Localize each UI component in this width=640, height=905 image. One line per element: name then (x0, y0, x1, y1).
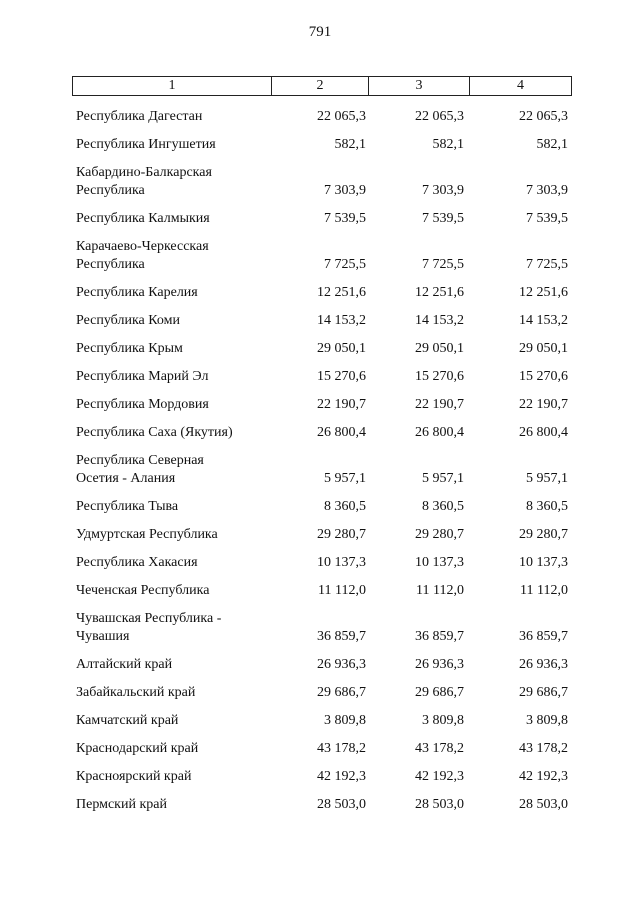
value-col-4: 36 859,7 (519, 629, 568, 644)
table-row (72, 762, 572, 790)
value-col-4: 15 270,6 (519, 369, 568, 384)
value-col-3: 15 270,6 (415, 369, 464, 384)
region-name (72, 796, 272, 818)
region-name-line: Чувашия (76, 629, 130, 644)
value-col-2: 26 800,4 (317, 425, 366, 440)
region-name (72, 210, 272, 232)
header-col-1: 1 (73, 77, 272, 95)
table-row (72, 158, 572, 204)
region-name-line: Республика Северная (76, 453, 204, 468)
table-body (72, 102, 572, 818)
region-name (72, 768, 272, 790)
value-col-2: 43 178,2 (317, 741, 366, 756)
region-name (72, 340, 272, 362)
table-row (72, 548, 572, 576)
region-name (72, 554, 272, 576)
table-row (72, 334, 572, 362)
table-row (72, 734, 572, 762)
value-col-3: 43 178,2 (415, 741, 464, 756)
value-col-3: 26 800,4 (415, 425, 464, 440)
region-name (72, 108, 272, 130)
region-name (72, 526, 272, 548)
region-name (72, 610, 272, 650)
value-col-4: 29 686,7 (519, 685, 568, 700)
region-name (72, 498, 272, 520)
value-col-2: 11 112,0 (318, 583, 366, 598)
header-col-4: 4 (517, 78, 524, 93)
value-col-4: 11 112,0 (520, 583, 568, 598)
value-col-4: 43 178,2 (519, 741, 568, 756)
region-name (72, 238, 272, 278)
value-col-4: 29 050,1 (519, 341, 568, 356)
table-row (72, 278, 572, 306)
value-col-4: 22 190,7 (519, 397, 568, 412)
region-name (72, 136, 272, 158)
region-name-line: Чеченская Республика (76, 583, 210, 598)
value-col-4: 10 137,3 (519, 555, 568, 570)
region-name (72, 582, 272, 604)
region-name-line: Забайкальский край (76, 685, 196, 700)
value-col-4: 3 809,8 (526, 713, 568, 728)
value-col-3: 42 192,3 (415, 769, 464, 784)
region-name-line: Республика (76, 183, 145, 198)
table-row (72, 362, 572, 390)
region-name (72, 164, 272, 204)
table-row (72, 492, 572, 520)
region-name (72, 712, 272, 734)
value-col-4: 14 153,2 (519, 313, 568, 328)
value-col-3: 10 137,3 (415, 555, 464, 570)
region-name (72, 312, 272, 334)
value-col-2: 14 153,2 (317, 313, 366, 328)
table-row (72, 650, 572, 678)
table-row (72, 232, 572, 278)
table-row (72, 678, 572, 706)
region-name (72, 284, 272, 306)
value-col-4: 5 957,1 (526, 471, 568, 486)
region-name-line: Республика Карелия (76, 285, 198, 300)
table-row (72, 706, 572, 734)
value-col-2: 26 936,3 (317, 657, 366, 672)
region-name (72, 396, 272, 418)
value-col-4: 22 065,3 (519, 109, 568, 124)
region-name-line: Республика Ингушетия (76, 137, 216, 152)
region-name-line: Республика Коми (76, 313, 180, 328)
value-col-2: 3 809,8 (324, 713, 366, 728)
value-col-3: 582,1 (432, 137, 464, 152)
value-col-3: 22 190,7 (415, 397, 464, 412)
table-row (72, 306, 572, 334)
table-header (72, 76, 572, 96)
region-name-line: Пермский край (76, 797, 167, 812)
value-col-2: 7 539,5 (324, 211, 366, 226)
value-col-3: 11 112,0 (416, 583, 464, 598)
region-name-line: Кабардино-Балкарская (76, 165, 212, 180)
value-col-4: 8 360,5 (526, 499, 568, 514)
table-row (72, 604, 572, 650)
value-col-2: 12 251,6 (317, 285, 366, 300)
region-name-line: Чувашская Республика - (76, 611, 222, 626)
region-name-line: Карачаево-Черкесская (76, 239, 209, 254)
value-col-3: 29 050,1 (415, 341, 464, 356)
value-col-2: 22 065,3 (317, 109, 366, 124)
value-col-4: 582,1 (536, 137, 568, 152)
value-col-3: 22 065,3 (415, 109, 464, 124)
table-row (72, 446, 572, 492)
value-col-2: 7 725,5 (324, 257, 366, 272)
value-col-2: 29 050,1 (317, 341, 366, 356)
value-col-3: 7 725,5 (422, 257, 464, 272)
value-col-4: 29 280,7 (519, 527, 568, 542)
value-col-4: 26 936,3 (519, 657, 568, 672)
value-col-3: 36 859,7 (415, 629, 464, 644)
region-name-line: Республика Тыва (76, 499, 179, 514)
value-col-4: 28 503,0 (519, 797, 568, 812)
value-col-2: 29 280,7 (317, 527, 366, 542)
value-col-2: 582,1 (334, 137, 366, 152)
value-col-3: 29 686,7 (415, 685, 464, 700)
table-row (72, 418, 572, 446)
region-name-line: Удмуртская Республика (76, 527, 218, 542)
value-col-2: 22 190,7 (317, 397, 366, 412)
value-col-2: 42 192,3 (317, 769, 366, 784)
value-col-3: 3 809,8 (422, 713, 464, 728)
value-col-4: 7 725,5 (526, 257, 568, 272)
region-name-line: Республика Крым (76, 341, 183, 356)
region-name-line: Красноярский край (76, 769, 192, 784)
value-col-3: 12 251,6 (415, 285, 464, 300)
value-col-2: 36 859,7 (317, 629, 366, 644)
table-row (72, 130, 572, 158)
region-name-line: Краснодарский край (76, 741, 199, 756)
table-row (72, 204, 572, 232)
value-col-4: 26 800,4 (519, 425, 568, 440)
region-name (72, 424, 272, 446)
value-col-3: 5 957,1 (422, 471, 464, 486)
value-col-4: 7 539,5 (526, 211, 568, 226)
value-col-2: 10 137,3 (317, 555, 366, 570)
value-col-4: 42 192,3 (519, 769, 568, 784)
region-name-line: Республика (76, 257, 145, 272)
region-name-line: Алтайский край (76, 657, 173, 672)
region-name (72, 368, 272, 390)
value-col-3: 26 936,3 (415, 657, 464, 672)
table-row (72, 790, 572, 818)
region-name-line: Осетия - Алания (76, 471, 176, 486)
region-name-line: Республика Хакасия (76, 555, 198, 570)
region-name-line: Республика Калмыкия (76, 211, 210, 226)
value-col-3: 28 503,0 (415, 797, 464, 812)
table-row (72, 576, 572, 604)
table-row (72, 102, 572, 130)
value-col-2: 29 686,7 (317, 685, 366, 700)
value-col-3: 8 360,5 (422, 499, 464, 514)
region-name-line: Республика Дагестан (76, 109, 203, 124)
region-name-line: Камчатский край (76, 713, 179, 728)
table-row (72, 520, 572, 548)
value-col-2: 28 503,0 (317, 797, 366, 812)
region-name-line: Республика Саха (Якутия) (76, 425, 233, 440)
table-row (72, 390, 572, 418)
region-name-line: Республика Мордовия (76, 397, 209, 412)
value-col-4: 7 303,9 (526, 183, 568, 198)
value-col-3: 7 539,5 (422, 211, 464, 226)
region-name (72, 684, 272, 706)
value-col-2: 15 270,6 (317, 369, 366, 384)
budget-table (72, 76, 572, 818)
value-col-2: 5 957,1 (324, 471, 366, 486)
header-col-3: 3 (369, 77, 470, 95)
value-col-3: 14 153,2 (415, 313, 464, 328)
region-name (72, 656, 272, 678)
value-col-2: 8 360,5 (324, 499, 366, 514)
value-col-3: 7 303,9 (422, 183, 464, 198)
region-name (72, 740, 272, 762)
header-col-2: 2 (272, 77, 369, 95)
region-name-line: Республика Марий Эл (76, 369, 209, 384)
value-col-4: 12 251,6 (519, 285, 568, 300)
value-col-2: 7 303,9 (324, 183, 366, 198)
region-name (72, 452, 272, 492)
value-col-3: 29 280,7 (415, 527, 464, 542)
page-number: 791 (308, 24, 332, 40)
